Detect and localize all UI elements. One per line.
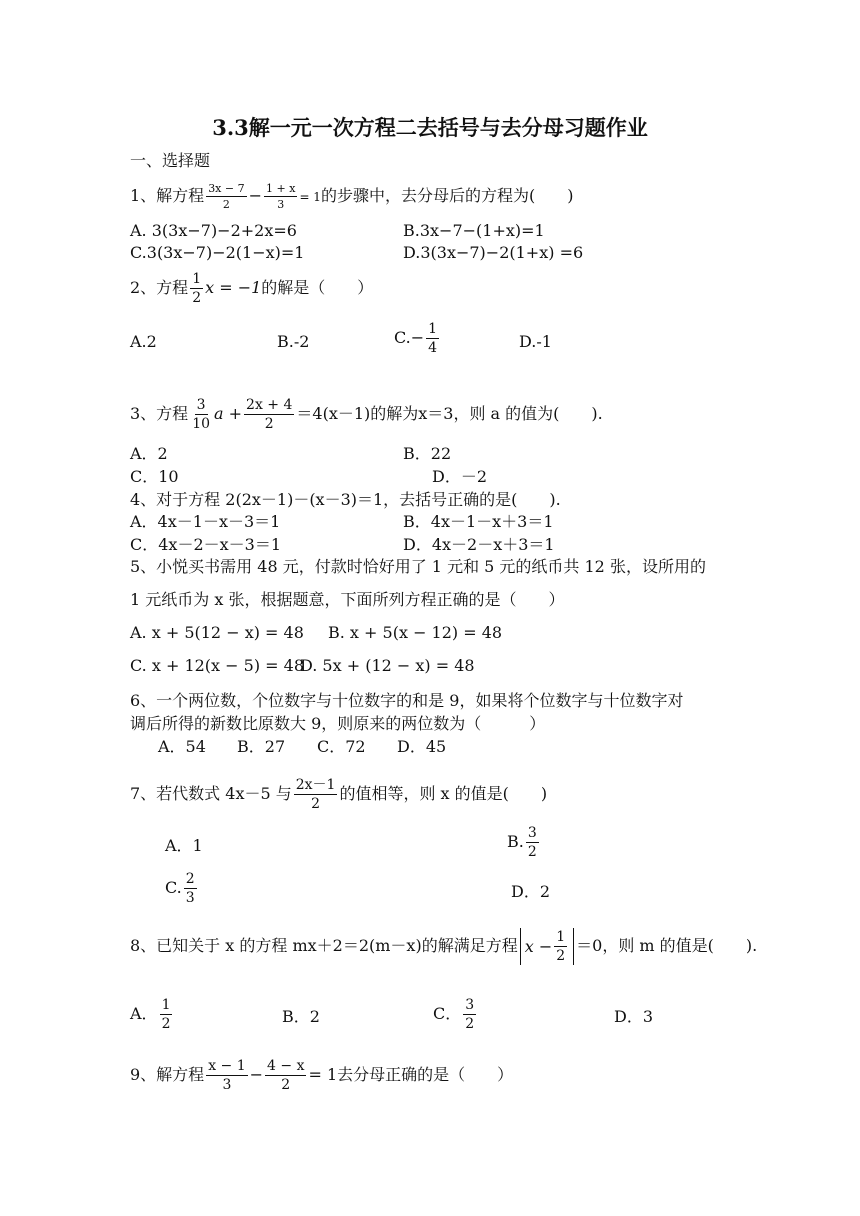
q5-option-d[interactable]: D. 5x + (12 − x) = 48 xyxy=(300,656,475,675)
q3-f2-denominator: 2 xyxy=(264,416,274,432)
q9-equals: = 1 xyxy=(308,1065,338,1084)
q8-option-a[interactable] xyxy=(130,998,174,1031)
q9-f2-denominator: 2 xyxy=(281,1077,291,1093)
q8-option-d[interactable]: D．3 xyxy=(614,1007,654,1026)
q2-option-c-fraction xyxy=(426,322,439,355)
q9-fraction-2 xyxy=(265,1059,306,1092)
q8-option-a-fraction xyxy=(160,998,173,1031)
question-8 xyxy=(130,928,757,965)
q4-option-a[interactable]: A．4x－1－x－3＝1 xyxy=(130,512,281,531)
q5-option-c[interactable]: C. x + 12(x − 5) = 48 xyxy=(130,656,305,675)
question-9 xyxy=(130,1059,513,1092)
q9-f1-denominator: 3 xyxy=(222,1077,232,1093)
q6-option-a[interactable]: A．54 xyxy=(158,737,206,756)
question-7 xyxy=(130,778,547,811)
q3-suffix: ＝4(x－1)的解为x＝3，则 a 的值为( ). xyxy=(296,404,603,423)
q8-abs-x: x − xyxy=(524,936,553,956)
q2-numerator: 1 xyxy=(192,271,202,287)
q5-option-b[interactable]: B. x + 5(x − 12) = 48 xyxy=(328,623,503,642)
q1-option-a[interactable]: A. 3(3x−7)−2+2x=6 xyxy=(130,221,297,240)
q8-prefix: 8、已知关于 x 的方程 mx＋2＝2(m－x)的解满足方程 xyxy=(130,936,518,955)
q9-fraction-1 xyxy=(206,1059,247,1092)
q7-option-c-prefix: C. xyxy=(165,878,182,897)
q1-suffix: 的步骤中，去分母后的方程为( ) xyxy=(320,186,574,205)
question-2 xyxy=(130,272,373,305)
q7-option-c-numerator: 2 xyxy=(185,871,195,887)
q3-fraction-2 xyxy=(244,398,294,431)
q1-option-c[interactable]: C.3(3x−7)−2(1−x)=1 xyxy=(130,243,305,262)
q3-option-b[interactable]: B．22 xyxy=(403,444,452,463)
q2-option-d[interactable]: D.-1 xyxy=(519,332,552,351)
q8-option-b[interactable]: B．2 xyxy=(282,1007,320,1026)
q3-option-c[interactable]: C．10 xyxy=(130,467,179,486)
q1-f1-numerator: 3x − 7 xyxy=(208,182,245,195)
question-6-line-2: 调后所得的新数比原数大 9，则原来的两位数为（ ） xyxy=(130,714,546,733)
section-heading: 一、选择题 xyxy=(130,151,211,170)
q3-f2-numerator: 2x + 4 xyxy=(246,397,293,413)
q4-option-c[interactable]: C．4x－2－x－3＝1 xyxy=(130,535,282,554)
q6-option-b[interactable]: B．27 xyxy=(237,737,286,756)
q1-fraction-2 xyxy=(264,183,297,210)
q7-option-b-denominator: 2 xyxy=(527,844,537,860)
q7-option-a[interactable]: A．1 xyxy=(165,836,203,855)
q2-fraction xyxy=(190,272,203,305)
q2-option-c[interactable] xyxy=(394,322,441,355)
q1-option-b[interactable]: B.3x−7−(1+x)=1 xyxy=(403,221,545,240)
q1-equals: = 1 xyxy=(299,190,321,204)
question-5-line-2: 1 元纸币为 x 张，根据题意，下面所列方程正确的是（ ） xyxy=(130,590,565,609)
q7-fraction xyxy=(294,778,338,811)
q8-option-c-numerator: 3 xyxy=(465,997,475,1013)
q6-option-d[interactable]: D．45 xyxy=(397,737,447,756)
q8-option-c-fraction xyxy=(463,998,476,1031)
q8-absolute-value xyxy=(520,928,574,965)
q3-prefix: 3、方程 xyxy=(130,404,189,423)
q1-prefix: 1、解方程 xyxy=(130,186,205,205)
q7-numerator: 2x－1 xyxy=(295,777,336,793)
q3-f1-denominator: 10 xyxy=(192,416,211,432)
q2-option-c-numerator: 1 xyxy=(428,321,438,337)
q7-option-c-denominator: 3 xyxy=(185,890,195,906)
q8-suffix: ＝0，则 m 的值是( ). xyxy=(576,936,758,955)
q8-option-c-denominator: 2 xyxy=(465,1016,475,1032)
question-6-line-1: 6、一个两位数，个位数字与十位数字的和是 9，如果将个位数字与十位数字对 xyxy=(130,691,684,710)
q3-option-a[interactable]: A．2 xyxy=(130,444,168,463)
q1-f2-numerator: 1 + x xyxy=(266,182,296,195)
q7-option-b-fraction xyxy=(526,826,539,859)
question-1 xyxy=(130,183,573,210)
question-5-line-1: 5、小悦买书需用 48 元，付款时恰好用了 1 元和 5 元的纸币共 12 张，设所用的 xyxy=(130,557,706,576)
q7-option-b[interactable] xyxy=(507,826,541,859)
q8-option-a-denominator: 2 xyxy=(161,1016,171,1032)
q1-minus: − xyxy=(248,186,263,205)
q9-f2-numerator: 4 − x xyxy=(267,1058,305,1074)
q8-option-c[interactable] xyxy=(433,998,478,1031)
q8-option-a-prefix: A． xyxy=(130,1004,158,1023)
q3-a-plus: a + xyxy=(214,404,243,423)
q2-denominator: 2 xyxy=(192,290,202,306)
q2-option-b[interactable]: B.-2 xyxy=(277,332,310,351)
q8-option-a-numerator: 1 xyxy=(161,997,171,1013)
q9-suffix: 去分母正确的是（ ） xyxy=(337,1065,514,1084)
q3-fraction-1 xyxy=(190,398,212,431)
q4-option-d[interactable]: D．4x－2－x＋3＝1 xyxy=(403,535,555,554)
q9-prefix: 9、解方程 xyxy=(130,1065,205,1084)
q7-option-d[interactable]: D．2 xyxy=(511,882,551,901)
question-4: 4、对于方程 2(2x－1)－(x－3)＝1，去括号正确的是( ). xyxy=(130,490,561,509)
q1-f1-denominator: 2 xyxy=(222,198,230,211)
q8-numerator: 1 xyxy=(556,929,566,945)
q7-suffix: 的值相等，则 x 的值是( ) xyxy=(339,784,548,803)
q2-equation-rest: x = −1 xyxy=(205,278,262,297)
page-title: 3.3解一元一次方程二去括号与去分母习题作业 xyxy=(212,115,648,140)
q9-f1-numerator: x − 1 xyxy=(208,1058,246,1074)
question-3 xyxy=(130,398,603,431)
q7-prefix: 7、若代数式 4x－5 与 xyxy=(130,784,292,803)
q8-denominator: 2 xyxy=(556,948,566,964)
q6-option-c[interactable]: C．72 xyxy=(317,737,366,756)
q7-option-b-numerator: 3 xyxy=(527,825,537,841)
q3-option-d[interactable]: D．－2 xyxy=(432,467,488,486)
q1-fraction-1 xyxy=(206,183,246,210)
q2-option-a[interactable]: A.2 xyxy=(130,332,157,351)
q5-option-a[interactable]: A. x + 5(12 − x) = 48 xyxy=(130,623,304,642)
q2-suffix: 的解是（ ） xyxy=(261,278,374,297)
q2-option-c-denominator: 4 xyxy=(428,340,438,356)
q8-fraction xyxy=(554,930,567,963)
q7-denominator: 2 xyxy=(311,796,321,812)
q1-option-d[interactable]: D.3(3x−7)−2(1+x) =6 xyxy=(403,243,584,262)
q3-f1-numerator: 3 xyxy=(196,397,206,413)
q8-option-c-prefix: C． xyxy=(433,1004,462,1023)
q1-f2-denominator: 3 xyxy=(277,198,285,211)
q4-option-b[interactable]: B．4x－1－x＋3＝1 xyxy=(403,512,554,531)
q7-option-b-prefix: B. xyxy=(507,832,524,851)
q7-option-c[interactable] xyxy=(165,872,199,905)
q9-minus: − xyxy=(249,1065,264,1084)
q2-option-c-prefix: C.− xyxy=(394,328,425,347)
q2-prefix: 2、方程 xyxy=(130,278,189,297)
q7-option-c-fraction xyxy=(184,872,197,905)
